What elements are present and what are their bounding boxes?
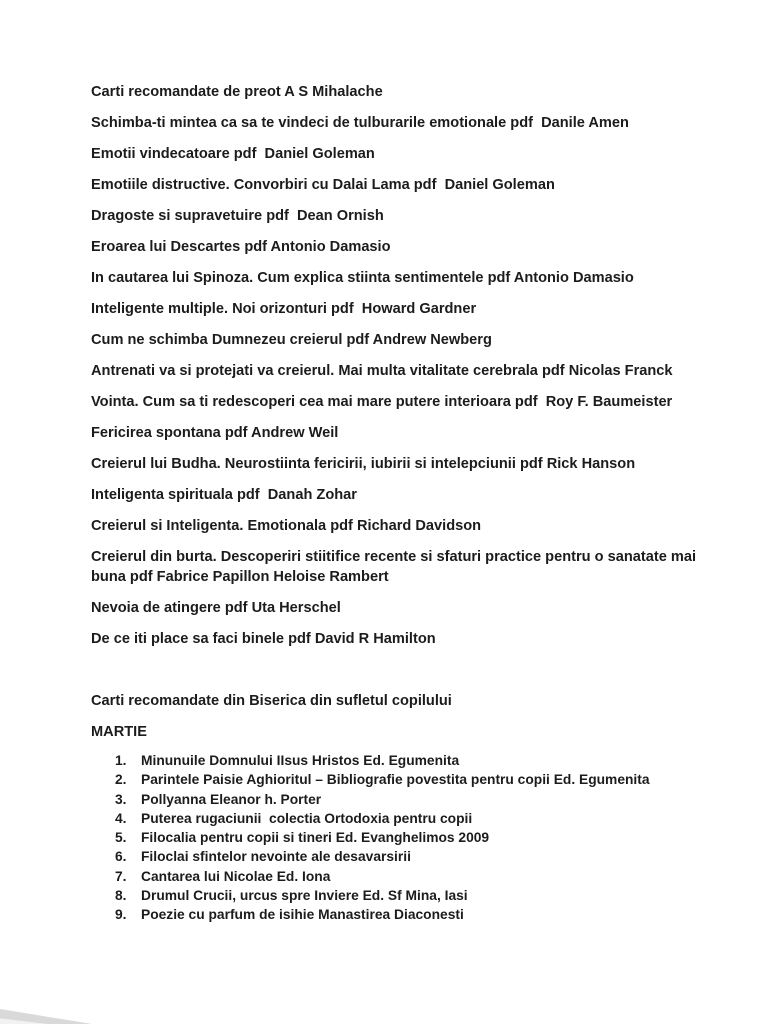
item-number: 3. [115, 791, 127, 807]
numbered-book-item [115, 905, 698, 924]
item-number: 5. [115, 830, 127, 846]
priest-section-heading: Carti recomandate de preot A S Mihalache [91, 84, 383, 100]
book-entry: Eroarea lui Descartes pdf Antonio Damasio [91, 239, 391, 255]
book-entry: Nevoia de atingere pdf Uta Herschel [91, 600, 341, 616]
book-entry: Inteligente multiple. Noi orizonturi pdf Howard Gardner [91, 301, 477, 317]
children-section-heading: Carti recomandate din Biserica din sufletul copilului [91, 693, 452, 709]
month-label: MARTIE [91, 724, 147, 740]
item-number: 4. [115, 810, 127, 826]
numbered-book-item [115, 886, 698, 905]
item-number: 9. [115, 907, 127, 923]
page-corner-artifact [0, 1004, 92, 1024]
numbered-book-item [115, 867, 698, 886]
numbered-book-item [115, 790, 698, 809]
numbered-book-item [115, 847, 698, 866]
item-number: 1. [115, 753, 127, 768]
item-text: Cantarea lui Nicolae Ed. Iona [141, 868, 331, 884]
item-number: 7. [115, 868, 127, 884]
item-text: Pollyanna Eleanor h. Porter [141, 791, 322, 807]
numbered-book-item [115, 828, 698, 847]
numbered-book-item [115, 751, 698, 770]
item-number: 8. [115, 888, 127, 904]
item-text: Parintele Paisie Aghioritul – Bibliografie povestita pentru copii Ed. Egumenita [141, 772, 650, 788]
children-book-list [115, 751, 698, 925]
book-entry: Creierul si Inteligenta. Emotionala pdf Richard Davidson [91, 518, 482, 534]
section-gap [91, 660, 698, 691]
book-entry: Antrenati va si protejati va creierul. Mai multa vitalitate cerebrala pdf Nicolas Franck [91, 363, 673, 379]
book-entry: Creierul din burta. Descoperiri stiitifice recente si sfaturi practice pentru o sanatate mai buna pdf Fabrice Papillon Heloise Rambert [91, 549, 701, 585]
book-entry: Fericirea spontana pdf Andrew Weil [91, 425, 339, 441]
item-text: Filocalia pentru copii si tineri Ed. Evanghelimos 2009 [141, 830, 490, 846]
item-text: Minunuile Domnului IIsus Hristos Ed. Egumenita [141, 753, 460, 768]
book-entry: Schimba-ti mintea ca sa te vindeci de tulburarile emotionale pdf Danile Amen [91, 115, 629, 131]
item-text: Poezie cu parfum de isihie Manastirea Diaconesti [141, 907, 464, 923]
item-number: 2. [115, 772, 127, 788]
item-number: 6. [115, 849, 127, 865]
item-text: Drumul Crucii, urcus spre Inviere Ed. Sf Mina, Iasi [141, 888, 468, 904]
item-text: Puterea rugaciunii colectia Ortodoxia pentru copii [141, 810, 473, 826]
book-entry: Creierul lui Budha. Neurostiinta fericirii, iubirii si intelepciunii pdf Rick Hanson [91, 456, 636, 472]
item-text: Filoclai sfintelor nevointe ale desavarsirii [141, 849, 411, 865]
book-entry: Dragoste si supravetuire pdf Dean Ornish [91, 208, 384, 224]
numbered-book-item [115, 809, 698, 828]
book-entry: Cum ne schimba Dumnezeu creierul pdf Andrew Newberg [91, 332, 492, 348]
numbered-book-item [115, 770, 698, 789]
book-entry: In cautarea lui Spinoza. Cum explica stiinta sentimentele pdf Antonio Damasio [91, 270, 634, 286]
book-entry: Vointa. Cum sa ti redescoperi cea mai mare putere interioara pdf Roy F. Baumeister [91, 394, 673, 410]
book-entry: Inteligenta spirituala pdf Danah Zohar [91, 487, 357, 503]
book-entry: Emotiile distructive. Convorbiri cu Dalai Lama pdf Daniel Goleman [91, 177, 555, 193]
book-entry: Emotii vindecatoare pdf Daniel Goleman [91, 146, 375, 162]
book-entry: De ce iti place sa faci binele pdf David R Hamilton [91, 631, 436, 647]
